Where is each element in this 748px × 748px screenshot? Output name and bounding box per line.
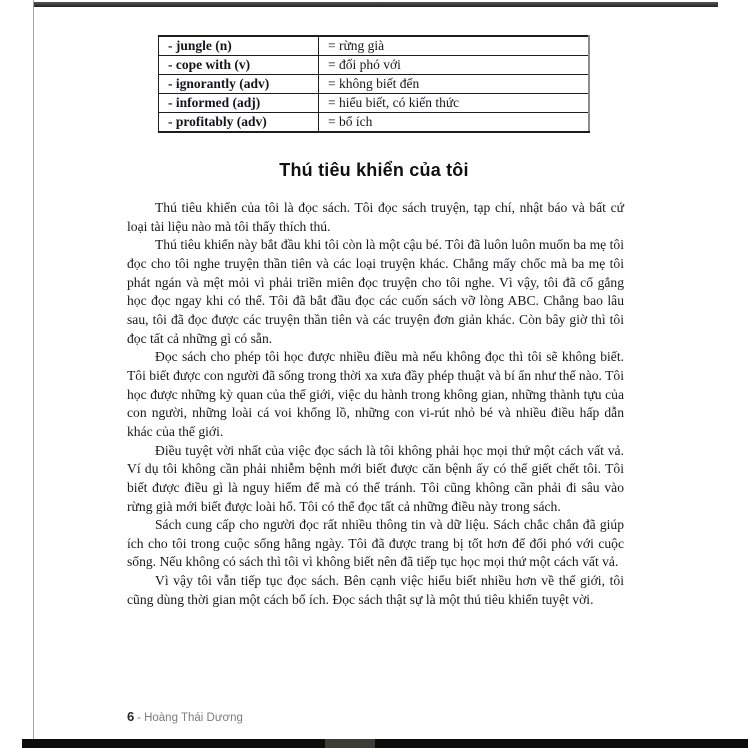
vocab-table-row [159,75,590,94]
vocab-definition-cell: = đối phó với [319,56,590,75]
vocab-term-cell: - ignorantly (adv) [159,75,319,94]
vocab-table-row [159,36,590,56]
top-scan-bar [34,2,718,7]
essay-paragraph: Sách cung cấp cho người đọc rất nhiều thông tin và dữ liệu. Sách chắc chắn đã giúp ích cho tôi trong cuộc sống hằng ngày. Tôi đã được trang bị tốt hơn để đối phó với cuộc sống. Nếu không có sách thì tôi vì không biết nên đã tiếp tục học mọi thứ một cách vất vả. [127,517,624,570]
vocab-term-cell: - informed (adj) [159,94,319,113]
essay-paragraph: Đọc sách cho phép tôi học được nhiều điều mà nếu không đọc thì tôi sẽ không biết. Tôi biết được con người đã sống trong thời xa xưa đầy phép thuật và bí ẩn như thế nào. Tôi học được những kỳ quan của thế giới, việc du hành trong không gian, những thành tựu của con người, những loài cá voi khổng lồ, những con vi-rút nhỏ bé và nhiều điều hấp dẫn khác của thế giới. [127,349,624,439]
essay-paragraph: Thú tiêu khiển của tôi là đọc sách. Tôi đọc sách truyện, tạp chí, nhật báo và bất cứ loại tài liệu nào mà tôi thấy thích thú. [127,200,624,234]
vocab-table-row [159,56,590,75]
page-footer [127,709,243,724]
vocab-table-row [159,113,590,133]
vocab-term-cell: - cope with (v) [159,56,319,75]
essay-paragraph: Điều tuyệt vời nhất của việc đọc sách là tôi không phải học mọi thứ một cách vất vả. Ví dụ tôi không cần phải nhiễm bệnh mới biết được căn bệnh ấy có thể giết chết tôi. Tôi biết được điều gì là nguy hiểm để mà có thể tránh. Tôi cũng không cần phải đi sâu vào rừng già mới biết được loài hổ. Tôi có thể đọc tất cả những điều này trong sách. [127,442,624,514]
essay-paragraph: Thú tiêu khiển này bắt đầu khi tôi còn là một cậu bé. Tôi đã luôn luôn muốn ba mẹ tôi đọc cho tôi nghe truyện thần tiên và các loại truyện khác. Chẳng mấy chốc mà ba mẹ tôi phát ngán và mệt mỏi vì phải triền miên đọc truyện cho tôi nghe. Vì vậy, tôi đã cố gắng học đọc ngay khi có thể. Tôi đã bắt đầu đọc các cuốn sách vỡ lòng ABC. Chẳng bao lâu sau, tôi đã đọc được các truyện thần tiên và các truyện đơn giản khác. Còn bây giờ thì tôi đọc tất cả những gì có sẵn. [127,237,624,346]
essay-paragraph: Vì vậy tôi vẫn tiếp tục đọc sách. Bên cạnh việc hiểu biết nhiều hơn về thế giới, tôi cũng dùng thời gian một cách bổ ích. Đọc sách thật sự là một thú tiêu khiển tuyệt vời. [127,573,624,607]
vocab-definition-cell: = không biết đến [319,75,590,94]
vocab-definition-cell: = hiểu biết, có kiến thức [319,94,590,113]
page-number: 6 [127,709,135,724]
footer-author: Hoàng Thái Dương [144,712,243,724]
vocab-definition-cell: = rừng già [319,36,590,56]
vocab-term-cell: - jungle (n) [159,36,319,56]
bottom-scan-bar-highlight [325,739,375,748]
vocab-term-cell: - profitably (adv) [159,113,319,133]
essay-body [127,199,624,609]
vocabulary-table [158,35,590,133]
essay-title: Thú tiêu khiển của tôi [279,160,469,180]
vocab-table-row [159,94,590,113]
vocab-definition-cell: = bổ ích [319,113,590,133]
page-left-edge-line [33,0,34,748]
bottom-scan-bar [22,739,748,748]
footer-separator: - [137,712,142,724]
